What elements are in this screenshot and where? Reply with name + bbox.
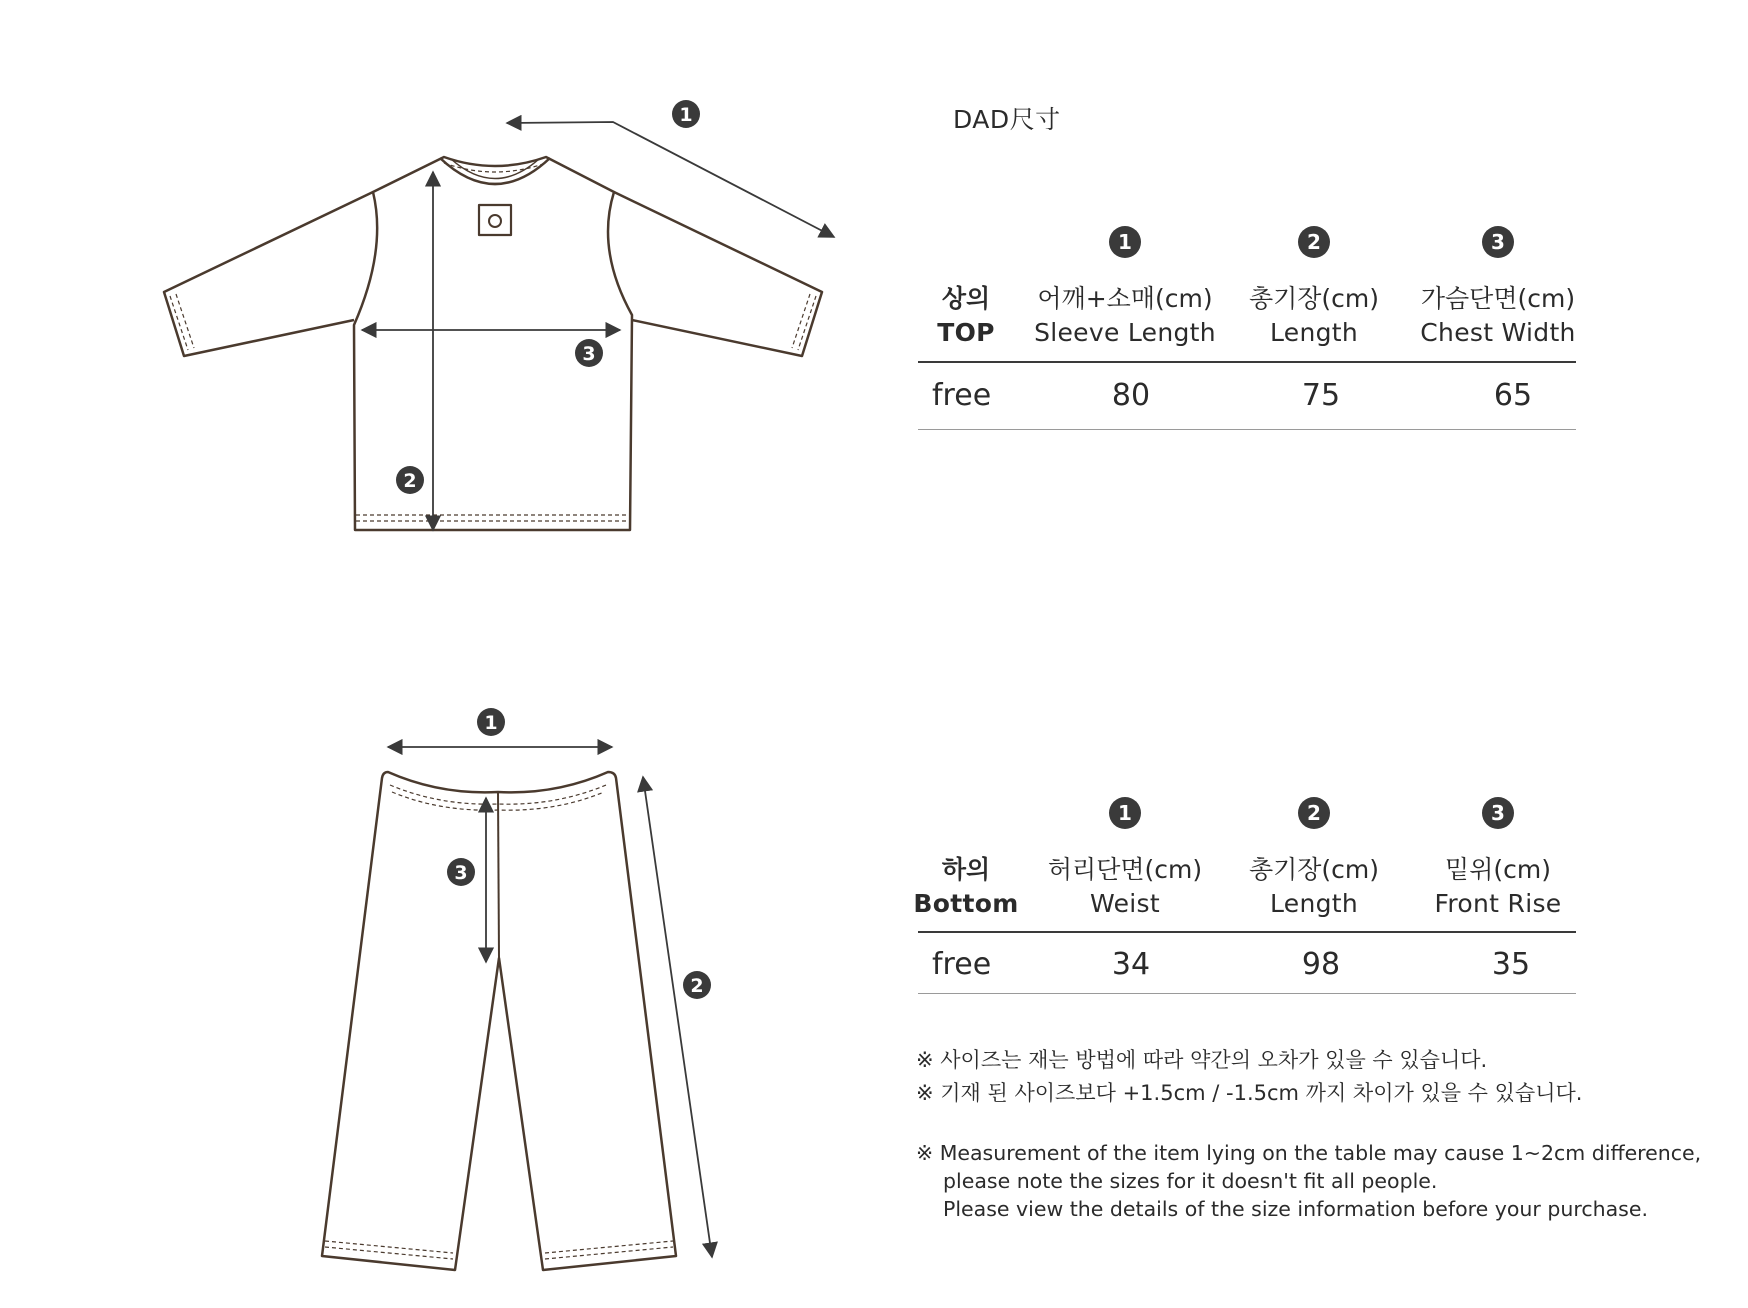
header-sleeve-length — [1034, 282, 1216, 350]
column-badge: 3 — [1482, 797, 1514, 829]
header-length — [1249, 853, 1379, 921]
svg-text:3: 3 — [454, 862, 468, 884]
header-chest-width — [1420, 282, 1575, 350]
top-size-table — [918, 226, 1576, 428]
header-en: Length — [1269, 889, 1359, 918]
column-number-row — [918, 797, 1576, 833]
value-cell: 35 — [1491, 947, 1531, 982]
column-number-row — [918, 226, 1576, 262]
pants-length-arrow — [643, 777, 712, 1257]
column-badge: 1 — [1109, 797, 1141, 829]
note-line: ※ 기재 된 사이즈보다 +1.5cm / -1.5cm 까지 차이가 있을 수 있습니다. — [916, 1081, 1583, 1105]
table-row — [918, 933, 1576, 997]
header-en: Bottom — [913, 889, 1019, 918]
header-ko: 상의 — [941, 284, 991, 313]
row-divider — [918, 429, 1576, 430]
notes-korean — [916, 1044, 1582, 1110]
header-en: Chest Width — [1420, 318, 1576, 347]
note-line: please note the sizes for it doesn't fit all people. — [943, 1169, 1438, 1193]
size-cell: free — [932, 947, 992, 982]
header-divider — [918, 361, 1576, 363]
value-cell: 34 — [1111, 947, 1151, 982]
header-ko: 어깨+소매(cm) — [1037, 284, 1213, 313]
table-header-row — [918, 262, 1576, 362]
page-title: DAD尺寸 — [953, 105, 1061, 134]
header-en: Front Rise — [1434, 889, 1562, 918]
value-cell: 80 — [1111, 378, 1151, 413]
note-line: ※ Measurement of the item lying on the table may cause 1~2cm difference, — [916, 1141, 1702, 1165]
svg-text:3: 3 — [582, 343, 596, 365]
note-line: Please view the details of the size information before your purchase. — [943, 1197, 1648, 1221]
header-ko: 허리단면(cm) — [1047, 855, 1203, 884]
header-ko: 가슴단면(cm) — [1420, 284, 1576, 313]
note-line: ※ 사이즈는 재는 방법에 따라 약간의 오차가 있을 수 있습니다. — [916, 1048, 1488, 1072]
header-ko: 총기장(cm) — [1248, 855, 1380, 884]
header-ko: 밑위(cm) — [1445, 855, 1551, 884]
column-badge: 2 — [1298, 226, 1330, 258]
header-en: Sleeve Length — [1034, 318, 1216, 347]
table-row — [918, 364, 1576, 428]
size-cell: free — [932, 378, 992, 413]
badge-pants-length — [683, 971, 711, 999]
table-header-row — [913, 833, 1576, 933]
header-en: Weist — [1090, 889, 1160, 918]
header-length — [1249, 282, 1379, 350]
header-en: TOP — [937, 318, 995, 347]
value-cell: 98 — [1301, 947, 1341, 982]
header-front-rise — [1435, 853, 1562, 921]
svg-text:1: 1 — [679, 104, 693, 126]
column-badge: 3 — [1482, 226, 1514, 258]
badge-waist — [477, 708, 505, 736]
svg-text:2: 2 — [403, 470, 417, 492]
header-ko: 총기장(cm) — [1248, 284, 1380, 313]
header-garment — [937, 282, 995, 350]
header-en: Length — [1269, 318, 1359, 347]
badge-front-rise — [447, 858, 475, 886]
header-garment — [913, 853, 1018, 921]
value-cell: 65 — [1493, 378, 1533, 413]
svg-text:2: 2 — [690, 975, 704, 997]
column-badge: 1 — [1109, 226, 1141, 258]
column-badge: 2 — [1298, 797, 1330, 829]
value-cell: 75 — [1301, 378, 1341, 413]
notes-english — [916, 1139, 1701, 1223]
header-waist — [1048, 853, 1202, 921]
bottom-size-table — [913, 797, 1576, 997]
row-divider — [918, 993, 1576, 994]
header-ko: 하의 — [941, 855, 991, 884]
svg-text:1: 1 — [484, 712, 498, 734]
